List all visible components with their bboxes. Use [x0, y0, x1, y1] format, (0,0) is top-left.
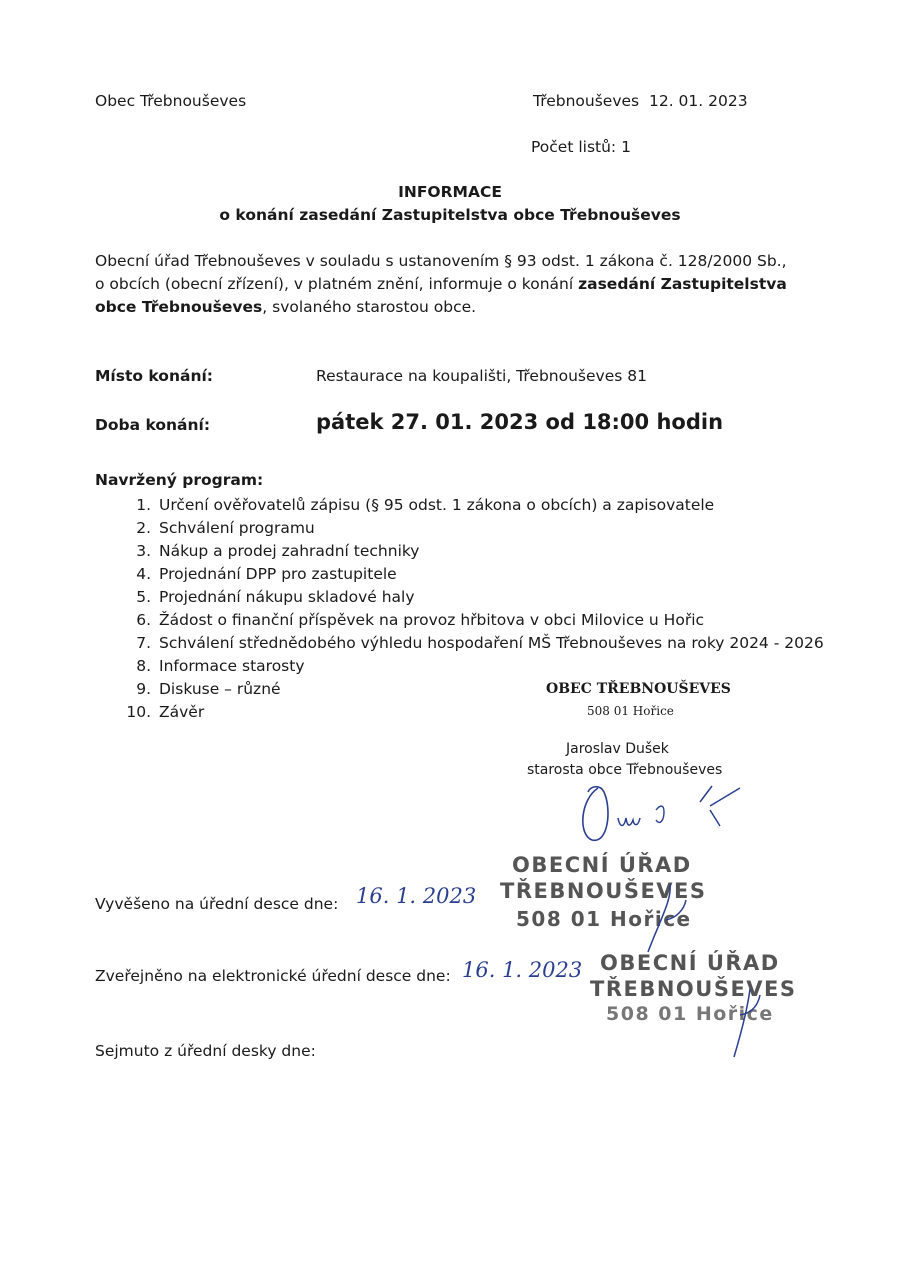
program-item-text: Žádost o finanční příspěvek na provoz hřbitova v obci Milovice u Hořic [159, 611, 705, 629]
program-item-text: Projednání DPP pro zastupitele [159, 565, 397, 583]
program-item [120, 655, 824, 678]
program-item-number: 3. [136, 542, 151, 560]
signatory-name: Jaroslav Dušek [566, 741, 669, 757]
handwritten-initials-1 [640, 880, 700, 960]
signatory-role: starosta obce Třebnouševes [527, 762, 723, 778]
program-item-text: Schválení střednědobého výhledu hospodaření MŠ Třebnouševes na roky 2024 - 2026 [159, 634, 824, 652]
program-item-text: Diskuse – různé [159, 680, 281, 698]
program-item [120, 563, 824, 586]
intro-text-1: Obecní úřad Třebnouševes v souladu s ustanovením § 93 odst. 1 zákona č. 128/2000 Sb., o obcích (obecní zřízení), v platném znění, informuje o konání [95, 252, 787, 293]
program-item-text: Nákup a prodej zahradní techniky [159, 542, 420, 560]
office-stamp-1-line3: 508 01 Hořice [516, 907, 692, 931]
time-value: pátek 27. 01. 2023 od 18:00 hodin [316, 410, 724, 434]
handwritten-signature [560, 780, 750, 850]
posted-label: Vyvěšeno na úřední desce dne: [95, 895, 339, 913]
signature-stamp-line2: 508 01 Hořice [587, 704, 674, 718]
electronic-label: Zveřejněno na elektronické úřední desce dne: [95, 967, 451, 985]
handwritten-initials-2 [720, 985, 770, 1065]
program-item [120, 701, 824, 724]
sheet-count: Počet listů: 1 [531, 138, 631, 156]
signature-stamp-line1: OBEC TŘEBNOUŠEVES [546, 681, 731, 697]
office-stamp-1-line2: TŘEBNOUŠEVES [500, 879, 707, 903]
time-label: Doba konání: [95, 416, 211, 434]
program-item-number: 8. [136, 657, 151, 675]
intro-text-2: , svolaného starostou obce. [262, 298, 477, 316]
program-item-number: 6. [136, 611, 151, 629]
program-item-number: 2. [136, 519, 151, 537]
program-item [120, 632, 824, 655]
removed-label: Sejmuto z úřední desky dne: [95, 1042, 316, 1060]
program-item-number: 7. [136, 634, 151, 652]
program-item [120, 586, 824, 609]
program-item-number: 5. [136, 588, 151, 606]
venue-value: Restaurace na koupališti, Třebnouševes 81 [316, 367, 647, 385]
program-item [120, 540, 824, 563]
office-stamp-2-line3: 508 01 Hořice [606, 1003, 774, 1025]
document-title: INFORMACE [398, 183, 502, 201]
intro-text-bold: zasedání Zastupitelstva obce Třebnouševes [95, 275, 787, 316]
program-item-text: Schválení programu [159, 519, 315, 537]
program-item-number: 9. [136, 680, 151, 698]
program-item [120, 494, 824, 517]
posted-date: 16. 1. 2023 [356, 884, 477, 908]
program-item [120, 517, 824, 540]
electronic-date: 16. 1. 2023 [462, 958, 583, 982]
program-item [120, 609, 824, 632]
program-item-text: Závěr [159, 703, 205, 721]
program-item-number: 4. [136, 565, 151, 583]
program-item-text: Určení ověřovatelů zápisu (§ 95 odst. 1 zákona o obcích) a zapisovatele [159, 496, 715, 514]
program-heading: Navržený program: [95, 471, 264, 489]
venue-label: Místo konání: [95, 367, 213, 385]
program-item-number: 10. [126, 703, 151, 721]
program-item-text: Projednání nákupu skladové haly [159, 588, 415, 606]
office-stamp-2-line2: TŘEBNOUŠEVES [590, 977, 797, 1001]
place-date: Třebnouševes 12. 01. 2023 [533, 92, 748, 110]
office-stamp-1-line1: OBECNÍ ÚŘAD [512, 853, 692, 877]
office-stamp-2-line1: OBECNÍ ÚŘAD [600, 951, 780, 975]
document-subtitle: o konání zasedání Zastupitelstva obce Třebnouševes [219, 206, 681, 224]
program-item-text: Informace starosty [159, 657, 305, 675]
municipality-name: Obec Třebnouševes [95, 92, 247, 110]
intro-paragraph [95, 250, 795, 319]
program-item-number: 1. [136, 496, 151, 514]
